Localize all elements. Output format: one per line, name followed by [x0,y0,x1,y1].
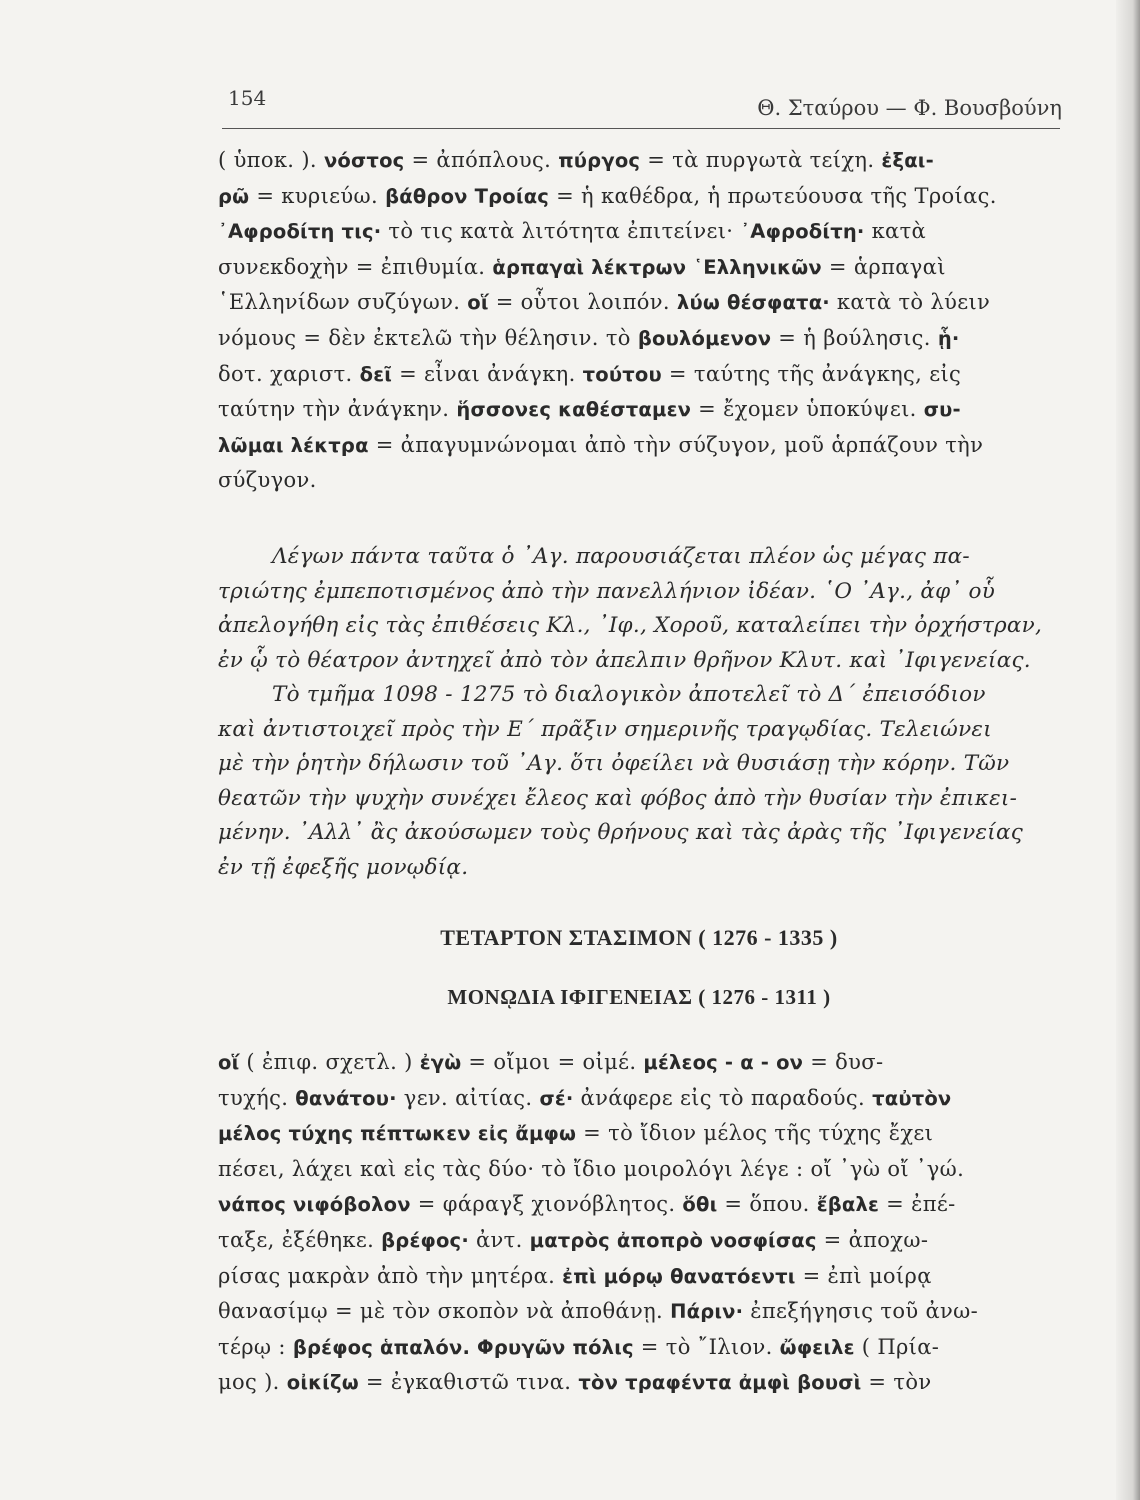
gloss-text: = φάραγξ χιονόβλητος. [410,1192,683,1217]
lemma: βάθρον Τροίας [385,184,550,208]
gloss-text: δοτ. χαριστ. [218,361,360,386]
text-line [218,1045,1060,1081]
page-number: 154 [228,86,267,110]
gloss-text: ἐπεξήγησις τοῦ ἀνω- [743,1299,979,1324]
gloss-text: σύζυγον. [218,468,317,493]
header-rule [222,128,1060,129]
lemma: ᾽Αφροδίτη τις· [218,220,382,244]
gloss-text: ταξε, ἐξέθηκε. [218,1227,382,1252]
lemma: βουλόμενον [637,326,772,350]
gloss-text: ρίσας μακρὰν ἀπὸ τὴν μητέρα. [218,1263,563,1288]
running-head: Θ. Σταύρου — Φ. Βουσβούνη [757,96,1062,120]
text-line: Τὸ τμῆμα 1098 - 1275 τὸ διαλογικὸν ἀποτελεῖ τὸ Δ΄ ἐπεισόδιον [272,682,986,707]
gloss-text: = τὸν [861,1370,932,1395]
text-line [218,1116,1060,1152]
gloss-text: = τὰ πυργωτὰ τείχη. [640,148,882,172]
text-line [218,1152,1060,1188]
text-line [218,1365,1060,1401]
gloss-text: κατὰ τὸ λύειν [829,290,991,315]
gloss-text: πέσει, λάχει καὶ εἰς τὰς δύο· τὸ ἴδιο μοιρολόγι λέγε : οἴ ᾽γὼ οἴ ᾽γώ. [218,1156,965,1181]
lemma: ἐξαι- [881,149,934,172]
gloss-text: μος ). [218,1370,287,1395]
text-line [218,214,1060,250]
text-line [218,357,1060,393]
gloss-text: = ταύτης τῆς ἀνάγκης, εἰς [661,361,962,386]
gloss-text: ταύτην τὴν ἀνάγκην. [218,397,457,422]
text-line: θεατῶν τὴν ψυχὴν συνέχει ἔλεος καὶ φόβος ἀπὸ τὴν θυσίαν τὴν ἐπικει- [218,785,1018,811]
text-line [218,1259,1060,1295]
gloss-text: = ἀποχω- [816,1227,929,1252]
text-line: καὶ ἀντιστοιχεῖ πρὸς τὴν Ε΄ πρᾶξιν σημερινῆς τραγῳδίας. Τελειώνει [218,716,992,742]
lemma: πύργος [558,149,641,172]
gloss-text: = οὗτοι λοιπόν. [488,290,677,315]
lemma: Πάριν· [670,1300,744,1324]
gloss-text: ἀντ. [468,1227,530,1252]
gloss-text: = ἀπαγυμνώνομαι ἀπὸ τὴν σύζυγον, μοῦ ἁρπάζουν τὴν [368,432,984,457]
gloss-text: = ἐγκαθιστῶ τινα. [358,1370,579,1395]
gloss-text: = ἔχομεν ὑποκύψει. [691,397,924,422]
text-line [218,143,1060,179]
lemma: μέλος τύχης πέπτωκεν εἰς ἄμφω [218,1122,577,1146]
lemma: λύω θέσφατα· [676,291,830,315]
text-line: μένην. ᾽Αλλ᾽ ἂς ἀκούσωμεν τοὺς θρήνους καὶ τὰς ἀρὰς τῆς ᾽Ιφιγενείας [218,820,1024,845]
italic-commentary-paragraph [218,540,1060,885]
text-line [218,428,1060,464]
gloss-text: = τὸ ῎Ιλιον. [633,1334,780,1359]
text-line: Λέγων πάντα ταῦτα ὁ ᾽Αγ. παρουσιάζεται πλέον ὡς μέγας πα- [272,544,970,569]
text-line [218,463,1060,499]
lemma: λῶμαι λέκτρα [218,433,369,457]
gloss-text: γεν. αἰτίας. [396,1085,540,1110]
text-line [218,179,1060,215]
lemma: ὤφειλε [779,1335,855,1359]
text-line: μὲ τὴν ῥητὴν δήλωσιν τοῦ ᾽Αγ. ὅτι ὀφείλει νὰ θυσιάσῃ τὴν κόρην. Τῶν [218,751,1010,776]
gloss-text: κατὰ [864,219,927,244]
text-line [218,1187,1060,1223]
lemma: ᾽Αφροδίτη· [740,220,865,244]
lemma: σέ· [539,1086,574,1110]
text-line [218,1223,1060,1259]
gloss-text: = ἁρπαγαὶ [821,254,946,279]
lemma: ἔβαλε [816,1193,880,1217]
page-edge-shadow [1116,0,1140,1500]
text-line: τριώτης ἐμπεποτισμένος ἀπὸ τὴν πανελλήνιον ἰδέαν. ῾Ο ᾽Αγ., ἀφ᾽ οὗ [218,578,996,604]
text-line: ἐν τῇ ἐφεξῆς μονῳδίᾳ. [218,854,469,880]
lemma: ἥσσονες καθέσταμεν [456,398,692,422]
section-heading-monody: ΜΟΝῼΔΙΑ ΙΦΙΓΕΝΕΙΑΣ ( 1276 - 1311 ) [447,985,831,1009]
text-line [218,1330,1060,1366]
lemma: νόστος [323,149,405,172]
lemma: οἵ [467,291,489,315]
gloss-text: = ἀπόπλους. [404,148,559,172]
commentary-glosses-top [218,143,1060,499]
gloss-text: = ἐπέ- [879,1192,956,1217]
text-line [218,392,1060,428]
lemma: ματρὸς ἀποπρὸ νοσφίσας [529,1228,817,1252]
lemma: ἁρπαγαὶ λέκτρων ῾Ελληνικῶν [492,255,822,279]
gloss-text: νόμους = δὲν ἐκτελῶ τὴν θέλησιν. τὸ [218,325,638,350]
lemma: νάπος νιφόβολον [218,1193,411,1217]
text-line: ἐν ᾧ τὸ θέατρον ἀντηχεῖ ἀπὸ τὸν ἀπελπιν θρῆνον Κλυτ. καὶ ᾽Ιφιγενείας. [218,647,1031,673]
lemma: βρέφος ἁπαλόν. Φρυγῶν πόλις [292,1335,634,1359]
lemma: οἰκίζω [286,1371,359,1395]
text-line [218,321,1060,357]
gloss-text: = ἐπὶ μοίρᾳ [795,1263,932,1288]
lemma: οἵ [218,1051,240,1074]
gloss-text: συνεκδοχὴν = ἐπιθυμία. [218,254,493,279]
gloss-text: = ἡ βούλησις. [771,325,938,350]
text-line [218,1294,1060,1330]
lemma: τὸν τραφέντα ἀμφὶ βουσὶ [578,1371,862,1395]
lemma: ἐπὶ μόρῳ θανατόεντι [562,1264,796,1288]
gloss-text: = κυριεύω. [249,183,386,208]
gloss-text: ἀνάφερε εἰς τὸ παραδούς. [573,1085,873,1110]
text-line: ἀπελογήθη εἰς τὰς ἐπιθέσεις Κλ., ᾽Ιφ., Χοροῦ, καταλείπει τὴν ὀρχήστραν, [218,613,1043,638]
text-line [218,285,1060,321]
gloss-text: = ἡ καθέδρα, ἡ πρωτεύουσα τῆς Τροίας. [549,183,997,208]
lemma: ἐγὼ [419,1051,462,1074]
gloss-text: = οἴμοι = οἰμέ. [461,1050,644,1074]
gloss-text: = δυσ- [803,1050,884,1074]
gloss-text: = εἶναι ἀνάγκη. [392,361,583,386]
lemma: βρέφος· [381,1228,469,1252]
gloss-text: = τὸ ἴδιον μέλος τῆς τύχης ἔχει [576,1121,934,1146]
text-line [218,250,1060,286]
gloss-text: ῾Ελληνίδων συζύγων. [218,290,468,315]
lemma: συ- [923,398,961,422]
lemma: ταὐτὸν [872,1086,952,1110]
lemma: ρῶ [218,184,250,208]
lemma: ᾗ· [937,326,960,350]
lemma: δεῖ [359,362,393,386]
gloss-text: θανασίμῳ = μὲ τὸν σκοπὸν νὰ ἀποθάνῃ. [218,1299,671,1324]
lemma: θανάτου· [295,1086,397,1110]
gloss-text: τυχής. [218,1085,296,1110]
section-heading-stasimon: ΤΕΤΑΡΤΟΝ ΣΤΑΣΙΜΟΝ ( 1276 - 1335 ) [440,925,838,950]
gloss-text: = ὅπου. [717,1192,817,1217]
gloss-text: τὸ τις κατὰ λιτότητα ἐπιτείνει· [381,219,741,244]
lemma: ὅθι [682,1193,718,1217]
lemma: μέλεος - α - ον [643,1051,804,1074]
gloss-text: ( ὑποκ. ). [218,148,324,172]
text-line [218,1081,1060,1117]
gloss-text: ( Πρία- [854,1334,940,1359]
lemma: τούτου [582,362,662,386]
gloss-text: τέρῳ : [218,1334,293,1359]
gloss-text: ( ἐπιφ. σχετλ. ) [239,1050,420,1074]
commentary-glosses-bottom [218,1045,1060,1401]
